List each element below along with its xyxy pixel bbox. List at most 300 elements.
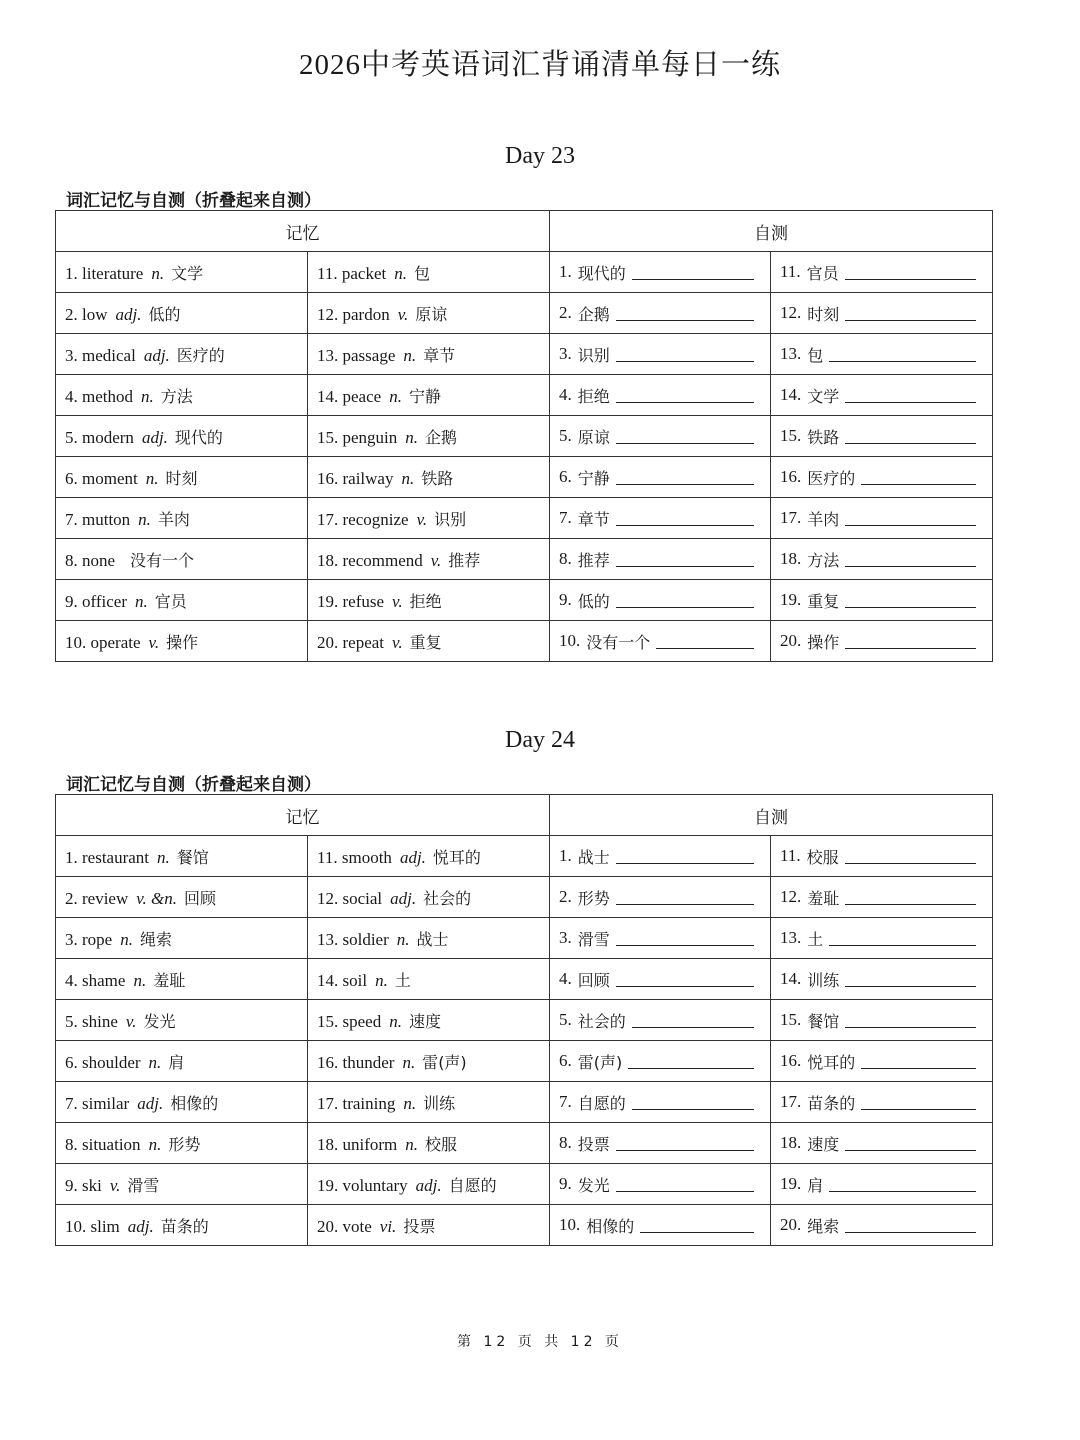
part-of-speech: n. [148, 1052, 162, 1072]
test-prompt: 操作 [807, 632, 840, 652]
test-cell [550, 918, 771, 959]
english-word: 11. smooth [317, 847, 392, 867]
test-cell [550, 959, 771, 1000]
answer-blank[interactable] [845, 589, 976, 608]
test-number: 16. [780, 1051, 802, 1070]
chinese-meaning: 拒绝 [409, 591, 442, 611]
answer-blank[interactable] [616, 927, 754, 946]
answer-blank[interactable] [829, 1173, 976, 1192]
test-prompt: 包 [807, 345, 824, 365]
test-cell [771, 1082, 993, 1123]
memory-cell [56, 539, 308, 580]
test-cell [550, 457, 771, 498]
part-of-speech: n. [135, 591, 148, 611]
test-prompt: 餐馆 [807, 1011, 840, 1031]
test-cell [550, 580, 771, 621]
english-word: 18. recommend [317, 550, 423, 570]
answer-blank[interactable] [845, 425, 976, 444]
test-cell [550, 1123, 771, 1164]
test-prompt: 战士 [577, 847, 610, 867]
memory-cell [56, 457, 308, 498]
english-word: 12. social [317, 888, 383, 908]
memory-cell [308, 621, 550, 662]
answer-blank[interactable] [616, 1132, 754, 1151]
english-word: 1. literature [65, 263, 144, 283]
test-number: 9. [559, 1174, 572, 1193]
test-number: 1. [559, 262, 572, 281]
part-of-speech: n. [375, 970, 388, 990]
answer-blank[interactable] [616, 886, 754, 905]
answer-blank[interactable] [845, 507, 976, 526]
part-of-speech: adj. [390, 888, 417, 908]
chinese-meaning: 相像的 [170, 1093, 219, 1113]
answer-blank[interactable] [861, 1091, 976, 1110]
english-word: 15. speed [317, 1011, 382, 1031]
memory-cell [56, 498, 308, 539]
chinese-meaning: 文学 [171, 263, 204, 283]
chinese-meaning: 滑雪 [127, 1175, 160, 1195]
test-prompt: 回顾 [577, 970, 610, 990]
english-word: 7. mutton [65, 509, 131, 529]
test-number: 11. [780, 846, 801, 865]
test-prompt: 滑雪 [577, 929, 610, 949]
part-of-speech: v. [430, 550, 442, 570]
part-of-speech: v. &n. [136, 888, 178, 908]
part-of-speech: n. [396, 929, 410, 949]
chinese-meaning: 方法 [160, 386, 193, 406]
english-word: 3. rope [65, 929, 113, 949]
chinese-meaning: 医疗的 [176, 345, 225, 365]
test-prompt: 绳索 [807, 1216, 840, 1236]
part-of-speech: adj. [127, 1216, 154, 1236]
test-prompt: 没有一个 [586, 632, 651, 652]
test-prompt: 文学 [807, 386, 840, 406]
test-prompt: 章节 [577, 509, 610, 529]
test-number: 5. [559, 426, 572, 445]
english-word: 3. medical [65, 345, 136, 365]
memory-cell [308, 457, 550, 498]
part-of-speech: n. [120, 929, 133, 949]
answer-blank[interactable] [845, 630, 976, 649]
memory-cell [56, 1123, 308, 1164]
part-of-speech: n. [402, 1052, 416, 1072]
part-of-speech: n. [405, 1134, 419, 1154]
test-number: 18. [780, 549, 802, 568]
test-prompt: 速度 [807, 1134, 840, 1154]
english-word: 17. recognize [317, 509, 409, 529]
answer-blank[interactable] [616, 302, 754, 321]
part-of-speech: n. [403, 345, 417, 365]
answer-blank[interactable] [656, 630, 754, 649]
answer-blank[interactable] [616, 589, 754, 608]
memory-cell [308, 1000, 550, 1041]
memory-cell [56, 959, 308, 1000]
test-prompt: 训练 [807, 970, 840, 990]
answer-blank[interactable] [845, 845, 976, 864]
test-cell [771, 1000, 993, 1041]
english-word: 11. packet [317, 263, 387, 283]
english-word: 6. moment [65, 468, 138, 488]
memory-cell [308, 416, 550, 457]
part-of-speech: n. [403, 1093, 417, 1113]
memory-cell [56, 375, 308, 416]
memory-cell [308, 1123, 550, 1164]
test-cell [550, 1205, 771, 1246]
chinese-meaning: 训练 [423, 1093, 456, 1113]
english-word: 10. operate [65, 632, 141, 652]
test-cell [771, 252, 993, 293]
table-row [56, 416, 993, 457]
part-of-speech: v. [125, 1011, 137, 1031]
answer-blank[interactable] [616, 845, 754, 864]
memory-cell [56, 1164, 308, 1205]
part-of-speech: n. [389, 386, 402, 406]
answer-blank[interactable] [829, 343, 976, 362]
test-prompt: 相像的 [586, 1216, 635, 1236]
test-number: 10. [559, 631, 581, 650]
chinese-meaning: 企鹅 [425, 427, 458, 447]
memory-cell [308, 836, 550, 877]
test-prompt: 识别 [577, 345, 610, 365]
document-title: 2026中考英语词汇背诵清单每日一练 [298, 49, 781, 81]
chinese-meaning: 绳索 [139, 929, 172, 949]
chinese-meaning: 餐馆 [176, 847, 209, 867]
part-of-speech: v. [392, 591, 403, 611]
chinese-meaning: 战士 [416, 929, 449, 949]
memory-cell [56, 836, 308, 877]
memory-column-header: 记忆 [56, 795, 550, 836]
answer-blank[interactable] [632, 261, 754, 280]
memory-cell [56, 1000, 308, 1041]
english-word: 5. modern [65, 427, 134, 447]
test-prompt: 苗条的 [807, 1093, 856, 1113]
english-word: 1. restaurant [65, 847, 150, 867]
test-number: 6. [559, 467, 572, 486]
english-word: 8. situation [65, 1134, 141, 1154]
answer-blank[interactable] [845, 302, 976, 321]
test-number: 10. [559, 1215, 581, 1234]
test-prompt: 拒绝 [577, 386, 610, 406]
test-prompt: 羞耻 [807, 888, 840, 908]
part-of-speech: n. [133, 970, 147, 990]
test-number: 19. [780, 1174, 802, 1193]
test-number: 13. [780, 928, 802, 947]
test-cell [550, 498, 771, 539]
test-cell [771, 836, 993, 877]
test-number: 6. [559, 1051, 572, 1070]
memory-cell [308, 1082, 550, 1123]
test-prompt: 现代的 [577, 263, 626, 283]
test-number: 9. [559, 590, 572, 609]
chinese-meaning: 重复 [409, 632, 442, 652]
day-heading: Day 24 [505, 727, 575, 753]
test-prompt: 社会的 [577, 1011, 626, 1031]
page-footer: 第 12 页 共 12 页 [457, 1334, 623, 1350]
chinese-meaning: 肩 [168, 1052, 185, 1072]
chinese-meaning: 铁路 [421, 468, 454, 488]
chinese-meaning: 自愿的 [448, 1175, 497, 1195]
memory-cell [56, 877, 308, 918]
chinese-meaning: 形势 [168, 1134, 201, 1154]
test-prompt: 土 [807, 929, 824, 949]
test-prompt: 肩 [807, 1175, 824, 1195]
part-of-speech: adj. [137, 1093, 164, 1113]
memory-cell [56, 416, 308, 457]
english-word: 9. ski [65, 1175, 102, 1195]
test-number: 18. [780, 1133, 802, 1152]
part-of-speech: n. [145, 468, 159, 488]
part-of-speech: v. [416, 509, 428, 529]
answer-blank[interactable] [845, 1132, 976, 1151]
test-number: 20. [780, 631, 802, 650]
test-cell [771, 375, 993, 416]
english-word: 19. voluntary [317, 1175, 408, 1195]
test-cell [550, 252, 771, 293]
table-row [56, 1082, 993, 1123]
test-number: 4. [559, 969, 572, 988]
part-of-speech: n. [151, 263, 165, 283]
test-prompt: 医疗的 [807, 468, 856, 488]
test-number: 2. [559, 303, 572, 322]
test-cell [771, 1123, 993, 1164]
test-prompt: 原谅 [577, 427, 610, 447]
chinese-meaning: 没有一个 [130, 550, 195, 570]
english-word: 4. shame [65, 970, 126, 990]
chinese-meaning: 识别 [434, 509, 467, 529]
test-cell [771, 293, 993, 334]
part-of-speech: v. [397, 304, 409, 324]
test-prompt: 官员 [806, 263, 839, 283]
chinese-meaning: 社会的 [423, 888, 472, 908]
english-word: 12. pardon [317, 304, 390, 324]
answer-blank[interactable] [616, 548, 754, 567]
memory-cell [56, 334, 308, 375]
test-cell [771, 1205, 993, 1246]
memory-cell [308, 498, 550, 539]
memory-cell [308, 334, 550, 375]
table-row [56, 580, 993, 621]
english-word: 16. railway [317, 468, 394, 488]
test-cell [550, 1041, 771, 1082]
chinese-meaning: 羞耻 [153, 970, 186, 990]
test-number: 3. [559, 928, 572, 947]
memory-cell [308, 580, 550, 621]
chinese-meaning: 速度 [408, 1011, 441, 1031]
test-number: 12. [780, 887, 802, 906]
test-prompt: 雷(声) [577, 1052, 623, 1072]
memory-cell [308, 293, 550, 334]
chinese-meaning: 投票 [403, 1216, 436, 1236]
english-word: 20. repeat [317, 632, 385, 652]
answer-blank[interactable] [861, 466, 976, 485]
answer-blank[interactable] [640, 1214, 754, 1233]
memory-cell [308, 252, 550, 293]
answer-blank[interactable] [628, 1050, 754, 1069]
chinese-meaning: 章节 [423, 345, 456, 365]
table-row [56, 539, 993, 580]
test-number: 5. [559, 1010, 572, 1029]
table-row [56, 334, 993, 375]
english-word: 7. similar [65, 1093, 130, 1113]
test-number: 8. [559, 1133, 572, 1152]
test-number: 7. [559, 1092, 572, 1111]
memory-cell [308, 959, 550, 1000]
test-prompt: 时刻 [807, 304, 840, 324]
table-row [56, 918, 993, 959]
answer-blank[interactable] [616, 425, 754, 444]
chinese-meaning: 土 [394, 970, 411, 990]
test-cell [771, 457, 993, 498]
english-word: 2. low [65, 304, 108, 324]
part-of-speech: n. [157, 847, 170, 867]
answer-blank[interactable] [829, 927, 976, 946]
test-number: 20. [780, 1215, 802, 1234]
table-row [56, 959, 993, 1000]
memory-cell [56, 1205, 308, 1246]
table-row [56, 621, 993, 662]
test-cell [550, 416, 771, 457]
part-of-speech: adj. [399, 847, 426, 867]
part-of-speech: adj. [115, 304, 142, 324]
answer-blank[interactable] [616, 384, 754, 403]
test-cell [550, 293, 771, 334]
answer-blank[interactable] [616, 343, 754, 362]
answer-blank[interactable] [632, 1091, 754, 1110]
test-prompt: 校服 [806, 847, 839, 867]
test-cell [550, 836, 771, 877]
test-column-header: 自测 [550, 795, 993, 836]
memory-cell [56, 621, 308, 662]
table-row [56, 836, 993, 877]
part-of-speech: v. [392, 632, 403, 652]
test-cell [550, 539, 771, 580]
part-of-speech: n. [389, 1011, 402, 1031]
test-number: 15. [780, 426, 802, 445]
test-prompt: 自愿的 [577, 1093, 626, 1113]
chinese-meaning: 低的 [148, 304, 181, 324]
part-of-speech: v. [148, 632, 160, 652]
chinese-meaning: 悦耳的 [432, 847, 481, 867]
english-word: 8. none [65, 550, 116, 570]
test-prompt: 铁路 [807, 427, 840, 447]
table-row [56, 877, 993, 918]
test-cell [771, 416, 993, 457]
test-cell [771, 959, 993, 1000]
answer-blank[interactable] [616, 466, 754, 485]
test-cell [550, 877, 771, 918]
test-cell [771, 918, 993, 959]
english-word: 17. training [317, 1093, 396, 1113]
chinese-meaning: 包 [413, 263, 430, 283]
test-prompt: 羊肉 [807, 509, 840, 529]
part-of-speech: n. [394, 263, 407, 283]
answer-blank[interactable] [632, 1009, 754, 1028]
chinese-meaning: 原谅 [415, 304, 448, 324]
answer-blank[interactable] [845, 261, 976, 280]
memory-cell [308, 1164, 550, 1205]
answer-blank[interactable] [616, 507, 754, 526]
answer-blank[interactable] [845, 886, 976, 905]
answer-blank[interactable] [845, 548, 976, 567]
english-word: 9. officer [65, 591, 127, 611]
test-cell [771, 877, 993, 918]
test-cell [550, 375, 771, 416]
test-prompt: 悦耳的 [807, 1052, 856, 1072]
memory-cell [56, 918, 308, 959]
part-of-speech: v. [109, 1175, 121, 1195]
test-prompt: 方法 [807, 550, 840, 570]
test-cell [771, 1041, 993, 1082]
answer-blank[interactable] [616, 968, 754, 987]
test-cell [550, 1082, 771, 1123]
table-row [56, 498, 993, 539]
chinese-meaning: 发光 [143, 1011, 176, 1031]
answer-blank[interactable] [845, 384, 976, 403]
test-prompt: 推荐 [577, 550, 610, 570]
memory-cell [56, 293, 308, 334]
answer-blank[interactable] [845, 1009, 976, 1028]
vocab-table-day-24 [55, 794, 993, 1246]
chinese-meaning: 雷(声) [422, 1052, 467, 1072]
part-of-speech: n. [401, 468, 415, 488]
memory-cell [56, 252, 308, 293]
english-word: 10. slim [65, 1216, 120, 1236]
part-of-speech: n. [148, 1134, 162, 1154]
memory-cell [308, 877, 550, 918]
test-number: 14. [780, 969, 802, 988]
chinese-meaning: 推荐 [448, 550, 481, 570]
memory-cell [56, 1041, 308, 1082]
english-word: 6. shoulder [65, 1052, 141, 1072]
memory-cell [308, 1041, 550, 1082]
table-row [56, 293, 993, 334]
answer-blank[interactable] [616, 1173, 754, 1192]
test-prompt: 形势 [577, 888, 610, 908]
test-prompt: 企鹅 [577, 304, 610, 324]
test-prompt: 投票 [577, 1134, 610, 1154]
test-cell [550, 334, 771, 375]
answer-blank[interactable] [845, 968, 976, 987]
test-number: 13. [780, 344, 802, 363]
test-number: 4. [559, 385, 572, 404]
section-label: 词汇记忆与自测（折叠起来自测） [66, 191, 321, 211]
table-row [56, 1205, 993, 1246]
chinese-meaning: 时刻 [165, 468, 198, 488]
memory-cell [308, 375, 550, 416]
chinese-meaning: 回顾 [184, 888, 217, 908]
english-word: 20. vote [317, 1216, 372, 1236]
test-number: 12. [780, 303, 802, 322]
test-number: 14. [780, 385, 802, 404]
test-cell [771, 498, 993, 539]
answer-blank[interactable] [845, 1214, 976, 1233]
section-label: 词汇记忆与自测（折叠起来自测） [66, 775, 321, 795]
table-row [56, 1041, 993, 1082]
chinese-meaning: 校服 [425, 1134, 458, 1154]
english-word: 15. penguin [317, 427, 398, 447]
test-prompt: 重复 [807, 591, 840, 611]
answer-blank[interactable] [861, 1050, 976, 1069]
english-word: 4. method [65, 386, 133, 406]
test-number: 7. [559, 508, 572, 527]
part-of-speech: adj. [415, 1175, 442, 1195]
chinese-meaning: 羊肉 [157, 509, 190, 529]
memory-cell [308, 539, 550, 580]
memory-column-header: 记忆 [56, 211, 550, 252]
chinese-meaning: 苗条的 [160, 1216, 209, 1236]
chinese-meaning: 现代的 [174, 427, 223, 447]
english-word: 16. thunder [317, 1052, 395, 1072]
